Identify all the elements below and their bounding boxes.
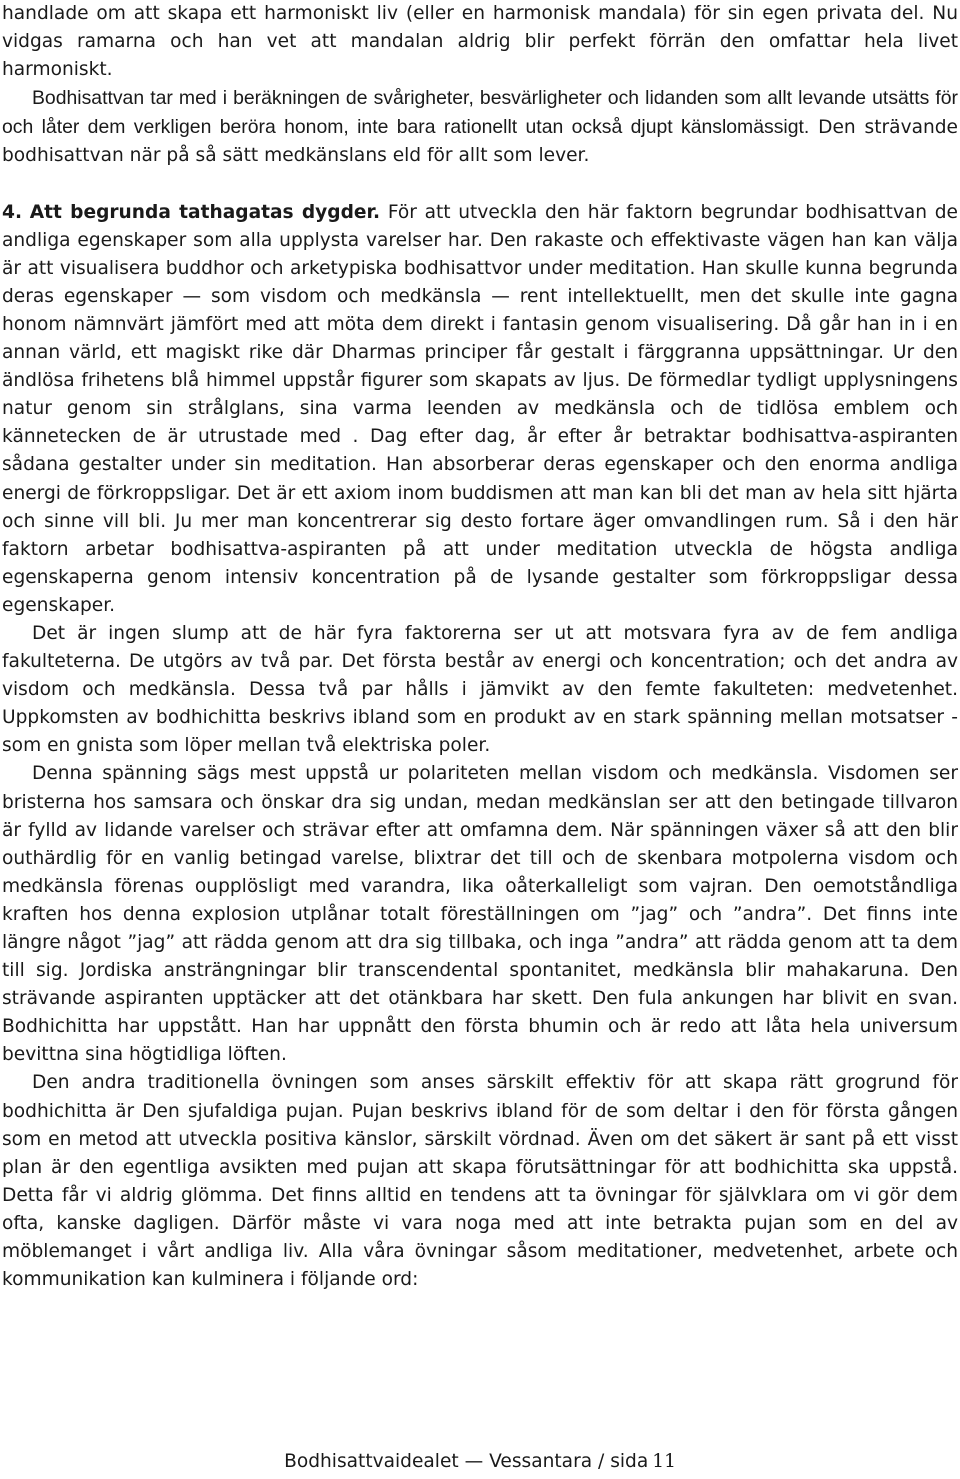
section-4-title: Att begrunda tathagatas dygder. [29, 201, 381, 223]
footer-page-number: 11 [652, 1451, 676, 1472]
section-4-body: För att utveckla den här faktorn begrundar bodhisattvan de andliga egenskaper som alla upplysta varelser har. Den rakaste och effektivaste vägen han kan välja är att visualisera buddhor och arketypiska bodhisattvor under meditation. Han skulle kunna begrunda deras egenskaper — som visdom och medkänsla — rent intellektuellt, men det skulle inte gagna honom nämnvärt jämfört med att möta dem direkt i fantasin genom visualisering. Då går han in i en annan värld, ett magiskt rike där Dharmas principer får gestalt i färggranna uppsättningar. Ur den ändlösa frihetens blå himmel uppstår figurer som skapats av ljus. De förmedlar tydligt upplysningens natur genom sin strålglans, sina varma leenden av medkänsla och de tidlösa emblem och kännetecken de är utrustade med . Dag efter dag, år efter år betraktar bodhisattva-aspiranten sådana gestalter under sin meditation. Han absorberar deras egenskaper och den enorma andliga energi de förkroppsligar. Det är ett axiom inom buddismen att man kan bli det man av hela sitt hjärta och sinne vill bli. Ju mer man koncentrerar sig desto fortare äger omvandlingen rum. Så i den här faktorn arbetar bodhisattva-aspiranten på att under meditation utveckla de högsta andliga egenskaperna genom intensiv koncentration på de lysande gestalter som förkroppsligar dessa egenskaper. [2, 201, 958, 616]
paragraph-1 [2, 0, 958, 171]
document-page [2, 0, 958, 1479]
paragraph-3: Det är ingen slump att de här fyra faktorerna ser ut att motsvara fyra av de fem andliga fakulteterna. De utgörs av två par. Det första består av energi och koncentration; och det andra av visdom och medkänsla. Dessa två par hålls i jämvikt av den femte fakulteten: medvetenhet. Uppkomsten av bodhichitta beskrivs ibland som en produkt av en stark spänning mellan motsatser - som en gnista som löper mellan två elektriska poler. [2, 622, 958, 757]
section-4-number: 4. [2, 201, 23, 223]
paragraph-5: Den andra traditionella övningen som anses särskilt effektiv för att skapa rätt grogrund för bodhichitta är Den sjufaldiga pujan. Pujan beskrivs ibland för de som deltar i den för första gången som en metod att utveckla positiva känslor, särskilt vördnad. Även om det säkert är sant på ett visst plan är den egentliga avsikten med pujan att skapa förutsättningar för att bodhichitta ska uppstå. Detta får vi aldrig glömma. Det finns alltid en tendens att ta övningar för självklara om vi gör dem ofta, kanske dagligen. Därför måste vi vara noga med att inte betrakta pujan som en del av möblemanget i vårt andliga liv. Alla våra övningar såsom meditationer, medvetenhet, arbete och kommunikation kan kulminera i följande ord: [2, 1072, 958, 1291]
paragraph-1-tail: Den strävande bodhisattvan när på så sätt medkänslans eld för allt som lever. [2, 117, 958, 167]
page-footer [0, 1448, 960, 1476]
paragraph-4: Denna spänning sägs mest uppstå ur polariteten mellan visdom och medkänsla. Visdomen ser bristerna hos samsara och önskar dra sig undan, medan medkänslan ser att den betingade tillvaron är fylld av lidande varelser och strävar efter att omfamna dem. När spänningen växer så att den blir outhärdlig för en vanlig betingad varelse, blixtrar det till och de skenbara motpolerna visdom och medkänsla förenas oupplösligt med varandra, lika oåterkalleligt som vajran. Den oemotståndliga kraften hos denna explosion utplånar totalt föreställningen om ”jag” och ”andra”. Det finns inte längre något ”jag” att rädda genom att dra sig tillbaka, och inga ”andra” att rädda genom att ta dem till sig. Jordiska ansträngningar blir transcendental spontanitet, medkänsla blir mahakaruna. Den strävande aspiranten upptäcker att det otänkbara har skett. Den fula ankungen har blivit en svan. Bodhichitta har uppstått. Han har uppnått den första bhumin och är redo att låta hela universum bevittna sina högtidliga löften. [2, 763, 958, 1066]
paragraph-1-arial-text: Bodhisattvan tar med i beräkningen de svårigheter, besvärligheter och lidanden som allt levande utsätts för och låter dem verkligen beröra honom, inte bara rationellt utan också djupt känslomässigt. [2, 87, 958, 139]
paragraph-1-lead-in: handlade om att skapa ett harmoniskt liv (eller en harmonisk mandala) för sin egen privata del. Nu vidgas ramarna och han vet att mandalan aldrig blir perfekt förrän den omfattar hela livet harmoniskt. [2, 3, 958, 81]
footer-title: Bodhisattvaidealet — Vessantara / sida [284, 1451, 649, 1472]
section-4 [2, 199, 958, 620]
